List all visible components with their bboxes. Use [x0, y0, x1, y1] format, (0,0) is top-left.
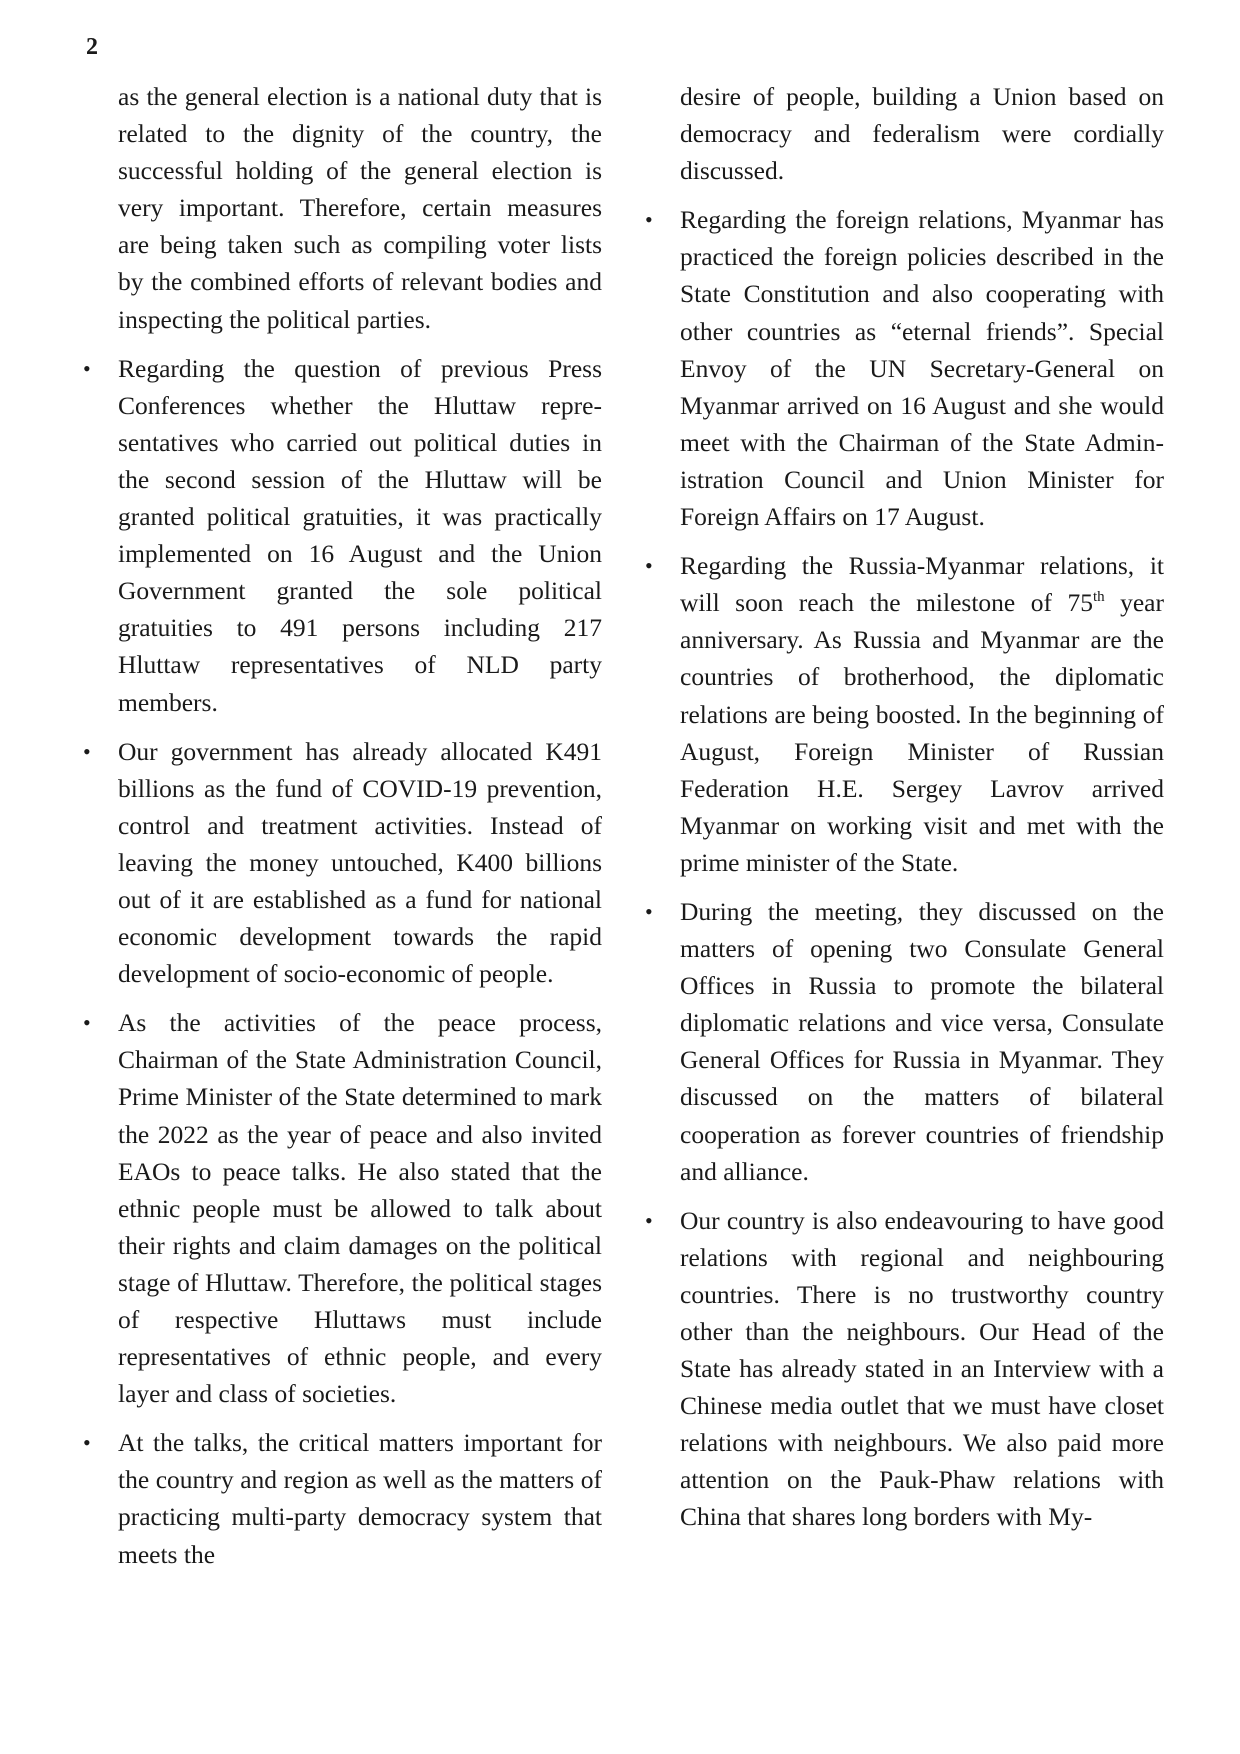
bullet-foreign-relations: • Regarding the foreign relations, Myanmar has practiced the foreign policies described in the State Constitution and also cooperating with other countries as “eternal friends”. Special Envoy of the UN Secretary-General on Myanmar arrived on 16 August and she would meet with the Chairman of the State Administration Council and Union Minister for Foreign Affairs on 17 August. — [680, 201, 1164, 535]
bullet-covid-fund: • Our government has already allocated K491 billions as the fund of COVID-19 prevention, control and treatment activities. Instead of leaving the money untouched, K400 billions out of it are established as a fund for national economic development towards the rapid development of socio-economic of people. — [118, 733, 602, 993]
paragraph-continued-election: as the general election is a national duty that is related to the dignity of the country, the successful holding of the general election is very important. Therefore, certain measures are being taken such as compiling voter lists by the combined efforts of relevant bodies and inspecting the political parties. — [118, 82, 602, 334]
russia-text-before: Regarding the Russia-Myanmar relations, it will soon reach the milestone of 75 — [680, 551, 1164, 618]
paragraph-continued-union: desire of people, building a Union based on democracy and federalism were cordially discussed. — [680, 82, 1164, 186]
page-number: 2 — [86, 34, 98, 60]
russia-text-after: year anniversary. As Russia and Myanmar are the countries of brotherhood, the diplomatic relations are being boosted. In the beginning of August, Foreign Minister of Russian Federation H.E. Sergey Lavrov arrived Myanmar on working visit and met with the prime minister of the State. — [680, 588, 1164, 877]
right-column — [680, 78, 1164, 1548]
bullet-political-gratuities: • Regarding the question of previous Press Conferences whether the Hluttaw representatives who carried out political duties in the second session of the Hluttaw will be granted political gratuities, it was practically implemented on 16 August and the Union Government granted the sole political gratuities to 491 persons including 217 Hluttaw representatives of NLD party members. — [118, 350, 602, 721]
left-column — [118, 78, 602, 1585]
bullet-neighbouring-relations: • Our country is also endeavouring to have good relations with regional and neighbouring countries. There is no trustworthy country other than the neighbours. Our Head of the State has already stated in an Interview with a Chinese media outlet that we must have closet relations with neighbours. We also paid more attention on the Pauk-Phaw relations with China that shares long borders with My- — [680, 1202, 1164, 1536]
bullet-consulate-offices: • During the meeting, they discussed on the matters of opening two Consulate General Offices in Russia to promote the bilateral diplomatic relations and vice versa, Consulate General Offices for Russia in Myanmar. They discussed on the matters of bilateral cooperation as forever countries of friendship and alliance. — [680, 893, 1164, 1190]
bullet-russia-myanmar-relations — [680, 547, 1164, 881]
bullet-peace-process: • As the activities of the peace process, Chairman of the State Administration Council, Prime Minister of the State determined to mark the 2022 as the year of peace and also invited EAOs to peace talks. He also stated that the ethnic people must be allowed to talk about their rights and claim damages on the political stage of Hluttaw. Therefore, the political stages of respective Hluttaws must include representatives of ethnic people, and every layer and class of societies. — [118, 1004, 602, 1412]
ordinal-superscript: th — [1092, 589, 1105, 606]
bullet-talks-critical-matters: • At the talks, the critical matters important for the country and region as well as the matters of practicing multi-party democracy system that meets the — [118, 1424, 602, 1572]
